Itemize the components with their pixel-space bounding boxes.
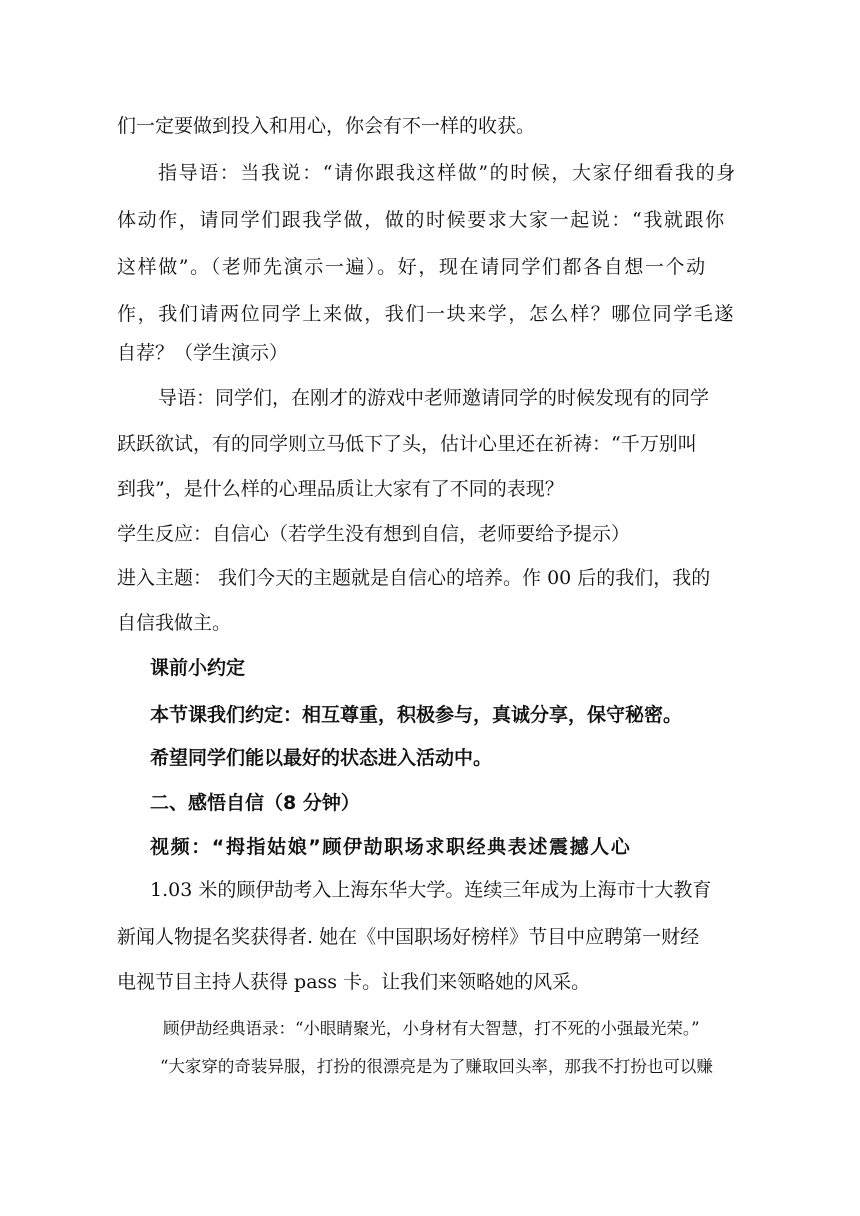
bold-paragraph-line: 本节课我们约定：相互尊重，积极参与，真诚分享，保守秘密。 (150, 704, 683, 726)
section-heading: 二、感悟自信（8 分钟） (150, 792, 360, 814)
paragraph-line: 新闻人物提名奖获得者. 她在《中国职场好榜样》节目中应聘第一财经 (117, 926, 700, 948)
paragraph-line: 自信我做主。 (117, 612, 232, 634)
paragraph-line: 进入主题： 我们今天的主题就是自信心的培养。作 00 后的我们，我的 (117, 567, 711, 589)
bold-paragraph-line: 希望同学们能以最好的状态进入活动中。 (150, 747, 493, 769)
section-heading: 课前小约定 (150, 657, 246, 679)
paragraph-line: 电视节目主持人获得 pass 卡。让我们来领略她的风采。 (117, 971, 591, 993)
quote-line: 顾伊劼经典语录：“小眼睛聚光，小身材有大智慧，打不死的小强最光荣。” (163, 1019, 700, 1038)
paragraph-line: 导语：同学们，在刚才的游戏中老师邀请同学的时候发现有的同学 (158, 387, 710, 409)
paragraph-line: 指导语：当我说：“请你跟我这样做”的时候，大家仔细看我的身 (158, 162, 737, 184)
paragraph-line: 作，我们请两位同学上来做，我们一块来学，怎么样？哪位同学毛遂 (117, 303, 736, 325)
paragraph-line: 到我”，是什么样的心理品质让大家有了不同的表现？ (117, 478, 564, 500)
paragraph-line: 们一定要做到投入和用心，你会有不一样的收获。 (117, 115, 536, 137)
paragraph-line: 跃跃欲试，有的同学则立马低下了头，估计心里还在祈祷：“千万别叫 (117, 433, 697, 455)
paragraph-line: 自荐？（学生演示） (117, 342, 289, 364)
paragraph-line: 学生反应：自信心（若学生没有想到自信，老师要给予提示） (117, 523, 631, 545)
paragraph-line: 这样做”。（老师先演示一遍）。好，现在请同学们都各自想一个动 (117, 256, 707, 278)
video-heading: 视频：“拇指姑娘”顾伊劼职场求职经典表述震撼人心 (150, 836, 632, 858)
quote-line: “大家穿的奇装异服，打扮的很漂亮是为了赚取回头率，那我不打扮也可以赚 (160, 1057, 713, 1076)
paragraph-line: 1.03 米的顾伊劼考入上海东华大学。连续三年成为上海市十大教育 (150, 879, 712, 901)
paragraph-line: 体动作，请同学们跟我学做，做的时候要求大家一起说：“我就跟你 (117, 209, 726, 231)
